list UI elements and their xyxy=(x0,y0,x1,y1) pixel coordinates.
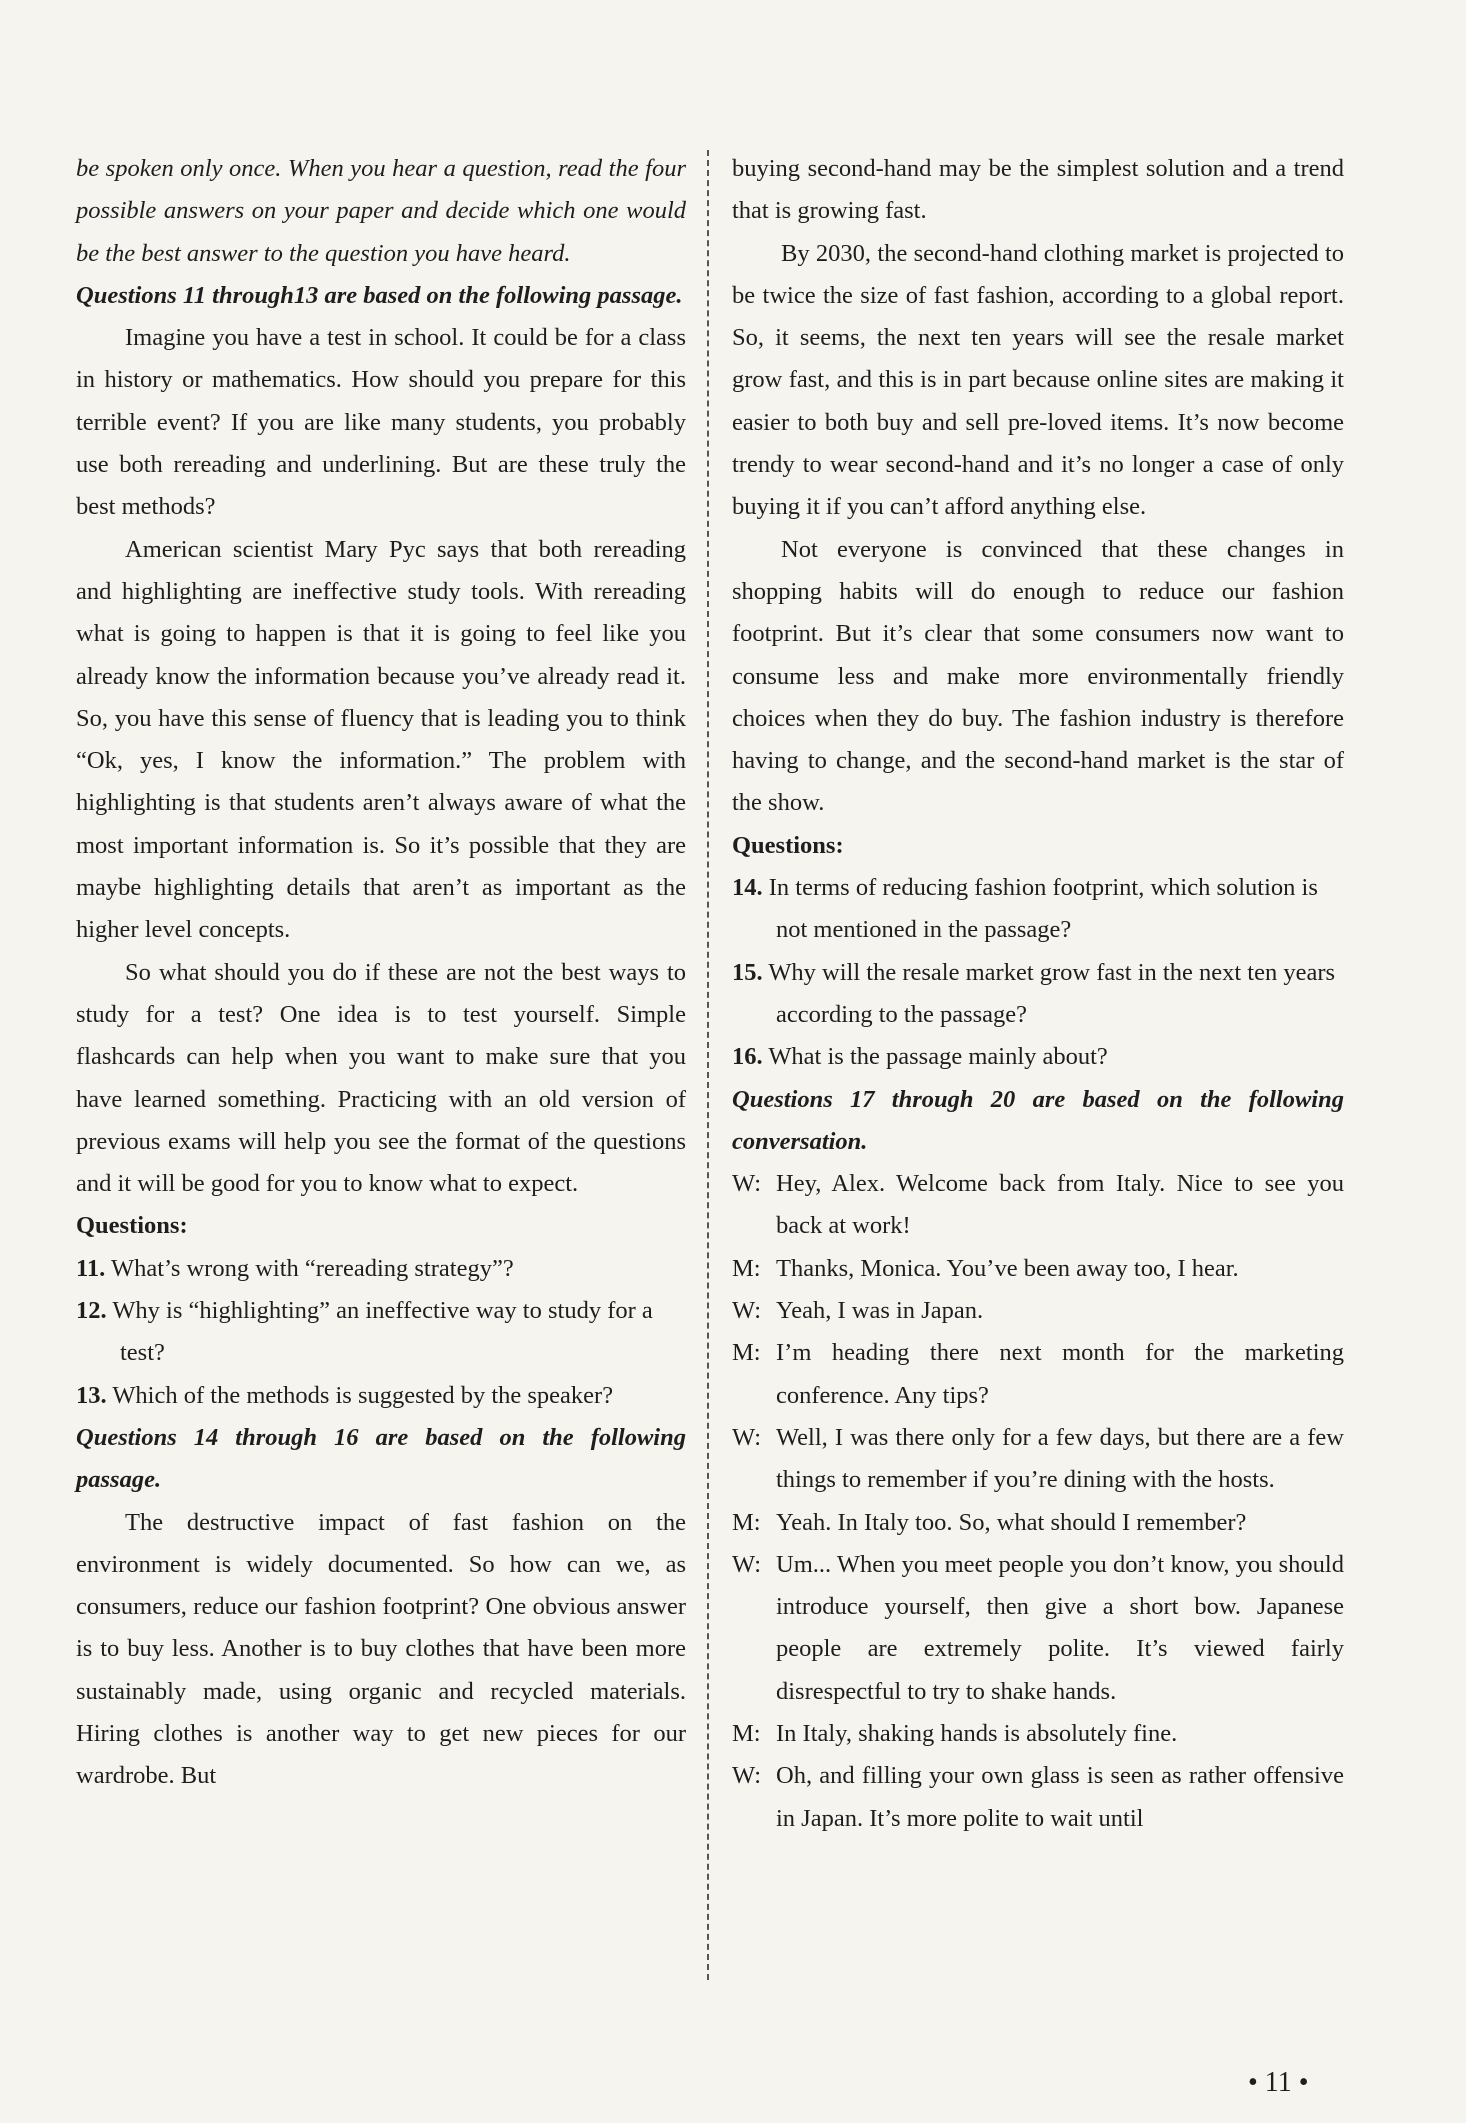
passage-paragraph: So what should you do if these are not the best ways to study for a test? One idea is to test yourself. Simple flashcards can help when you want to make sure that you have learned something. Practicing with an old version of previous exams will help you see the format of the questions and it will be good for you to know what to expect. xyxy=(76,958,686,1198)
dialogue-line xyxy=(732,1713,1344,1755)
dialogue-text: Um... When you meet people you don’t know, you should introduce yourself, then give a short bow. Japanese people are extremely polite. It’s viewed fairly disrespectful to try to shake hands. xyxy=(776,1550,1344,1705)
question-text: Which of the methods is suggested by the speaker? xyxy=(112,1381,614,1409)
left-column xyxy=(76,148,686,1798)
dialogue-text: Yeah, I was in Japan. xyxy=(776,1297,984,1325)
question-number: 16. xyxy=(732,1043,763,1071)
question-text: Why is “highlighting” an ineffective way to study for a test? xyxy=(112,1297,653,1367)
questions-label: Questions: xyxy=(76,1212,188,1240)
dialogue-line xyxy=(732,1332,1344,1417)
speaker-label: W: xyxy=(732,1550,762,1578)
section-heading-11-13: Questions 11 through13 are based on the following passage. xyxy=(76,281,683,309)
speaker-label: M: xyxy=(732,1508,761,1536)
speaker-label: W: xyxy=(732,1297,762,1325)
dialogue-line xyxy=(732,1163,1344,1248)
dialogue-text: Oh, and filling your own glass is seen as rather offensive in Japan. It’s more polite to wait until xyxy=(776,1762,1344,1832)
question-11 xyxy=(76,1248,686,1290)
question-text: In terms of reducing fashion footprint, which solution is not mentioned in the passage? xyxy=(768,874,1318,944)
dialogue-line xyxy=(732,1755,1344,1840)
dialogue-text: Hey, Alex. Welcome back from Italy. Nice to see you back at work! xyxy=(776,1170,1344,1240)
question-number: 11. xyxy=(76,1254,106,1282)
dialogue-line xyxy=(732,1544,1344,1713)
speaker-label: M: xyxy=(732,1254,761,1282)
speaker-label: W: xyxy=(732,1762,762,1790)
question-text: What’s wrong with “rereading strategy”? xyxy=(110,1254,514,1282)
question-14 xyxy=(732,867,1344,952)
question-number: 12. xyxy=(76,1297,107,1325)
passage-paragraph: Not everyone is convinced that these changes in shopping habits will do enough to reduce our fashion footprint. But it’s clear that some consumers now want to consume less and make more environmentally friendly choices when they do buy. The fashion industry is therefore having to change, and the second-hand market is the star of the show. xyxy=(732,535,1344,817)
dialogue-line xyxy=(732,1248,1344,1290)
dialogue-text: Thanks, Monica. You’ve been away too, I hear. xyxy=(776,1254,1239,1282)
question-number: 13. xyxy=(76,1381,107,1409)
question-16 xyxy=(732,1036,1344,1078)
passage-paragraph: Imagine you have a test in school. It could be for a class in history or mathematics. How should you prepare for this terrible event? If you are like many students, you probably use both rereading and underlining. But are these truly the best methods? xyxy=(76,324,686,521)
questions-label: Questions: xyxy=(732,831,844,859)
dialogue-line xyxy=(732,1417,1344,1502)
question-13 xyxy=(76,1375,686,1417)
passage-paragraph: By 2030, the second-hand clothing market is projected to be twice the size of fast fashion, according to a global report. So, it seems, the next ten years will see the resale market grow fast, and this is in part because online sites are making it easier to both buy and sell pre-loved items. It’s now become trendy to wear second-hand and it’s no longer a case of only buying it if you can’t afford anything else. xyxy=(732,239,1344,521)
speaker-label: M: xyxy=(732,1719,761,1747)
question-15 xyxy=(732,952,1344,1037)
question-12 xyxy=(76,1290,686,1375)
dialogue-text: In Italy, shaking hands is absolutely fine. xyxy=(776,1719,1178,1747)
dialogue-text: Yeah. In Italy too. So, what should I remember? xyxy=(776,1508,1247,1536)
listening-instructions: be spoken only once. When you hear a question, read the four possible answers on your paper and decide which one would be the best answer to the question you have heard. xyxy=(76,155,686,267)
question-text: Why will the resale market grow fast in the next ten years according to the passage? xyxy=(768,958,1336,1028)
column-divider xyxy=(707,150,709,1980)
dialogue-line xyxy=(732,1502,1344,1544)
section-heading-14-16: Questions 14 through 16 are based on the following passage. xyxy=(76,1423,686,1494)
question-text: What is the passage mainly about? xyxy=(768,1043,1108,1071)
passage-paragraph: The destructive impact of fast fashion on the environment is widely documented. So how can we, as consumers, reduce our fashion footprint? One obvious answer is to buy less. Another is to buy clothes that have been more sustainably made, using organic and recycled materials. Hiring clothes is another way to get new pieces for our wardrobe. But xyxy=(76,1508,686,1790)
passage-continuation: buying second-hand may be the simplest solution and a trend that is growing fast. xyxy=(732,155,1344,225)
speaker-label: W: xyxy=(732,1170,762,1198)
dialogue-line xyxy=(732,1290,1344,1332)
speaker-label: W: xyxy=(732,1423,762,1451)
page-number: • 11 • xyxy=(1248,2067,1309,2098)
question-number: 14. xyxy=(732,874,763,902)
question-number: 15. xyxy=(732,958,763,986)
passage-paragraph: American scientist Mary Pyc says that both rereading and highlighting are ineffective study tools. With rereading what is going to happen is that it is going to feel like you already know the information because you’ve already read it. So, you have this sense of fluency that is leading you to think “Ok, yes, I know the information.” The problem with highlighting is that students aren’t always aware of what the most important information is. So it’s possible that they are maybe highlighting details that aren’t as important as the higher level concepts. xyxy=(76,535,686,944)
dialogue-text: Well, I was there only for a few days, but there are a few things to remember if you’re dining with the hosts. xyxy=(776,1423,1344,1494)
dialogue-text: I’m heading there next month for the marketing conference. Any tips? xyxy=(776,1339,1344,1409)
right-column xyxy=(732,148,1344,1840)
section-heading-17-20: Questions 17 through 20 are based on the following conversation. xyxy=(732,1085,1344,1155)
speaker-label: M: xyxy=(732,1339,761,1367)
